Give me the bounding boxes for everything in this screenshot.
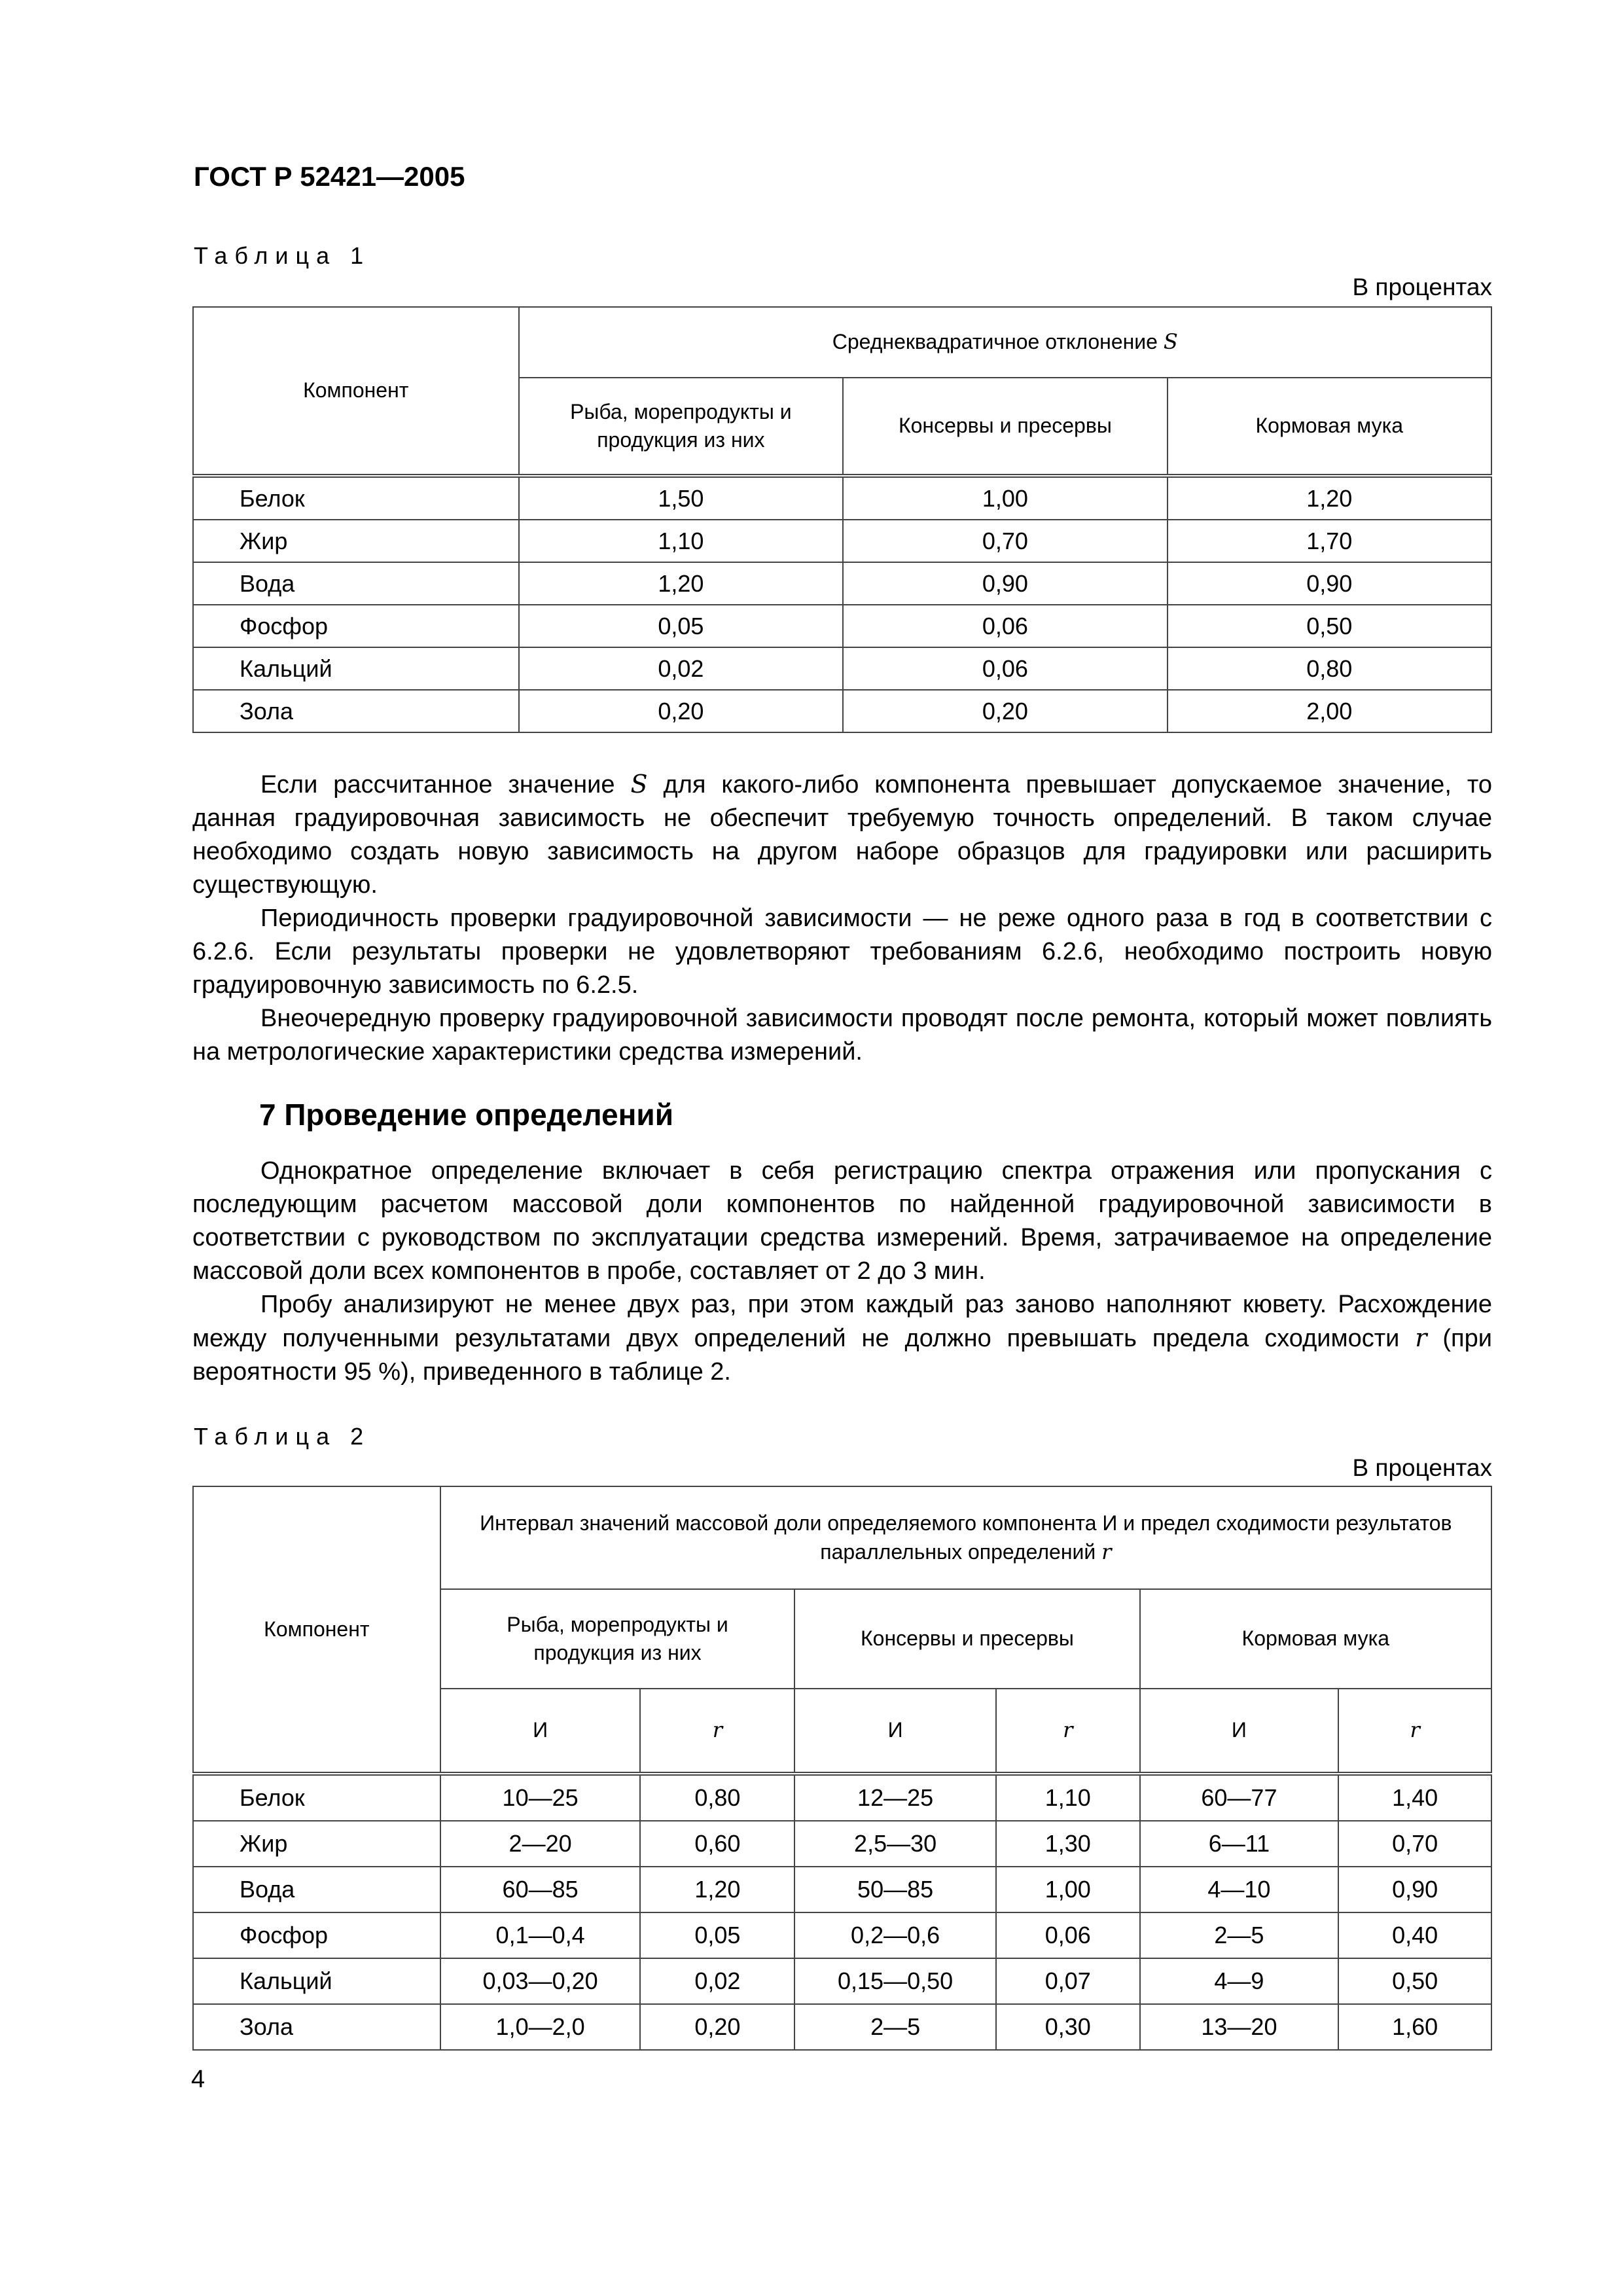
cell: 13—20 xyxy=(1140,2004,1339,2050)
cell: 2,5—30 xyxy=(794,1821,996,1867)
cell: 0,40 xyxy=(1338,1912,1491,1958)
cell: 0,05 xyxy=(519,605,844,647)
table-row xyxy=(193,1867,1491,1912)
row-label: Белок xyxy=(193,476,519,520)
sub-header-r: r xyxy=(1338,1689,1491,1774)
table-row xyxy=(193,1774,1491,1821)
cell: 0,07 xyxy=(996,1958,1140,2004)
row-label: Жир xyxy=(193,520,519,562)
row-label: Жир xyxy=(193,1821,440,1867)
paragraph: Периодичность проверки градуировочной зависимости — не реже одного раза в год в соответствии с 6.2.6. Если результаты проверки не удовлетворяют требованиям 6.2.6, необходимо построить новую градуировочную зависимость по 6.2.5. xyxy=(192,905,1492,999)
cell: 4—9 xyxy=(1140,1958,1339,2004)
cell: 6—11 xyxy=(1140,1821,1339,1867)
cell: 0,15—0,50 xyxy=(794,1958,996,2004)
cell: 60—85 xyxy=(440,1867,641,1912)
cell: 0,80 xyxy=(1168,647,1491,690)
cell: 1,10 xyxy=(996,1774,1140,1821)
table1-header-fish: Рыба, морепродукты и продукция из них xyxy=(519,378,844,476)
row-label: Фосфор xyxy=(193,1912,440,1958)
body-text xyxy=(192,768,1492,1069)
paragraph: Если рассчитанное значение S для какого-либо компонента превышает допускаемое значение, то данная градуировочная зависимость не обеспечит требуемую точность определений. В таком случае необходимо создать новую зависимость на другом наборе образцов для градуировки или расширить существующую. xyxy=(192,770,1492,899)
cell: 0,70 xyxy=(843,520,1167,562)
cell: 1,50 xyxy=(519,476,844,520)
table1-header-group: Среднеквадратичное отклонение S xyxy=(519,307,1492,378)
cell: 0,2—0,6 xyxy=(794,1912,996,1958)
row-label: Белок xyxy=(193,1774,440,1821)
table1-caption: Таблица 1 xyxy=(194,242,371,269)
row-label: Зола xyxy=(193,2004,440,2050)
cell: 1,30 xyxy=(996,1821,1140,1867)
cell: 0,90 xyxy=(1168,562,1491,605)
cell: 0,60 xyxy=(640,1821,794,1867)
cell: 1,70 xyxy=(1168,520,1491,562)
table2-caption: Таблица 2 xyxy=(194,1423,371,1450)
sub-header-r: r xyxy=(640,1689,794,1774)
cell: 1,00 xyxy=(996,1867,1140,1912)
cell: 0,70 xyxy=(1338,1821,1491,1867)
cell: 4—10 xyxy=(1140,1867,1339,1912)
table2-header-component: Компонент xyxy=(193,1486,440,1774)
cell: 60—77 xyxy=(1140,1774,1339,1821)
cell: 12—25 xyxy=(794,1774,996,1821)
cell: 2,00 xyxy=(1168,690,1491,732)
table-row xyxy=(193,520,1491,562)
row-label: Фосфор xyxy=(193,605,519,647)
cell: 0,90 xyxy=(1338,1867,1491,1912)
section-text xyxy=(192,1155,1492,1389)
cell: 2—20 xyxy=(440,1821,641,1867)
cell: 1,40 xyxy=(1338,1774,1491,1821)
cell: 0,80 xyxy=(640,1774,794,1821)
table2 xyxy=(192,1486,1492,2051)
table2-header-fish: Рыба, морепродукты и продукция из них xyxy=(440,1589,795,1689)
cell: 0,06 xyxy=(843,605,1167,647)
cell: 0,30 xyxy=(996,2004,1140,2050)
cell: 10—25 xyxy=(440,1774,641,1821)
row-label: Вода xyxy=(193,562,519,605)
table-row xyxy=(193,1958,1491,2004)
cell: 0,1—0,4 xyxy=(440,1912,641,1958)
table-row xyxy=(193,690,1491,732)
table2-header-canned: Консервы и пресервы xyxy=(794,1589,1139,1689)
cell: 0,02 xyxy=(640,1958,794,2004)
row-label: Зола xyxy=(193,690,519,732)
cell: 50—85 xyxy=(794,1867,996,1912)
cell: 0,05 xyxy=(640,1912,794,1958)
table-row xyxy=(193,476,1491,520)
table-row xyxy=(193,647,1491,690)
cell: 0,03—0,20 xyxy=(440,1958,641,2004)
table-row xyxy=(193,1912,1491,1958)
cell: 0,02 xyxy=(519,647,844,690)
table2-header-feed: Кормовая мука xyxy=(1140,1589,1491,1689)
cell: 0,90 xyxy=(843,562,1167,605)
paragraph: Однократное определение включает в себя регистрацию спектра отражения или пропускания с последующим расчетом массовой доли компонентов по найденной градуировочной зависимости в соответствии с руководством по эксплуатации средства измерений. Время, затрачиваемое на определение массовой доли всех компонентов в пробе, составляет от 2 до 3 мин. xyxy=(192,1157,1492,1285)
cell: 1,20 xyxy=(519,562,844,605)
row-label: Вода xyxy=(193,1867,440,1912)
table1-header-component: Компонент xyxy=(193,307,519,476)
paragraph: Внеочередную проверку градуировочной зависимости проводят после ремонта, который может повлиять на метрологические характеристики средства измерений. xyxy=(192,1005,1492,1066)
cell: 1,0—2,0 xyxy=(440,2004,641,2050)
table1-header-canned: Консервы и пресервы xyxy=(843,378,1167,476)
cell: 1,20 xyxy=(1168,476,1491,520)
cell: 2—5 xyxy=(1140,1912,1339,1958)
table-row xyxy=(193,562,1491,605)
sub-header-interval: И xyxy=(794,1689,996,1774)
table1 xyxy=(192,306,1492,733)
page-number: 4 xyxy=(191,2066,205,2093)
table2-units: В процентах xyxy=(1352,1454,1492,1481)
section-heading: 7 Проведение определений xyxy=(259,1098,673,1132)
cell: 1,00 xyxy=(843,476,1167,520)
row-label: Кальций xyxy=(193,647,519,690)
cell: 2—5 xyxy=(794,2004,996,2050)
table2-header-group: Интервал значений массовой доли определяемого компонента И и предел сходимости результатов параллельных определений r xyxy=(440,1486,1491,1589)
sub-header-interval: И xyxy=(1140,1689,1339,1774)
cell: 0,50 xyxy=(1338,1958,1491,2004)
cell: 0,50 xyxy=(1168,605,1491,647)
cell: 0,20 xyxy=(519,690,844,732)
sub-header-interval: И xyxy=(440,1689,641,1774)
cell: 1,10 xyxy=(519,520,844,562)
table-row xyxy=(193,1821,1491,1867)
document-code: ГОСТ Р 52421—2005 xyxy=(194,161,465,192)
cell: 0,06 xyxy=(996,1912,1140,1958)
cell: 0,20 xyxy=(640,2004,794,2050)
paragraph: Пробу анализируют не менее двух раз, при этом каждый раз заново наполняют кювету. Расхождение между полученными результатами двух определений не должно превышать предела сходимости r (при вероятности 95 %), приведенного в таблице 2. xyxy=(192,1291,1492,1386)
table-row xyxy=(193,2004,1491,2050)
cell: 1,20 xyxy=(640,1867,794,1912)
table-row xyxy=(193,605,1491,647)
cell: 0,20 xyxy=(843,690,1167,732)
row-label: Кальций xyxy=(193,1958,440,2004)
table1-units: В процентах xyxy=(1352,274,1492,300)
cell: 1,60 xyxy=(1338,2004,1491,2050)
cell: 0,06 xyxy=(843,647,1167,690)
table1-header-feed: Кормовая мука xyxy=(1168,378,1491,476)
sub-header-r: r xyxy=(996,1689,1140,1774)
